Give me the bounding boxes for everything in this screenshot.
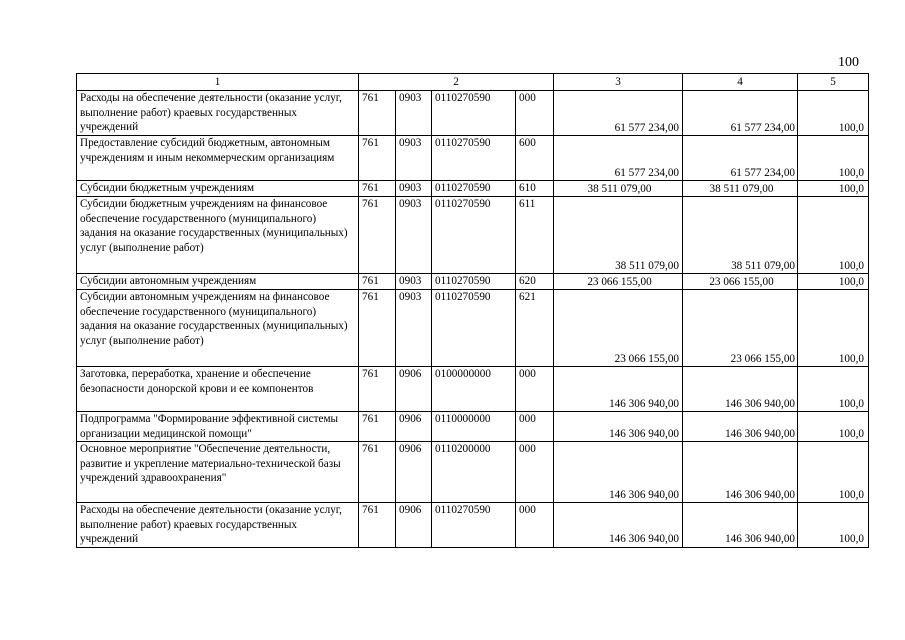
- row-admin-code: 761: [359, 197, 396, 274]
- row-section-code: 0903: [396, 136, 432, 181]
- row-section-code: 0903: [396, 91, 432, 136]
- row-name: Основное мероприятие "Обеспечение деятельности, развитие и укрепление материально-технической базы учреждений здравоохранения": [77, 442, 359, 503]
- row-approved-amount: 61 577 234,00: [554, 91, 683, 136]
- row-admin-code: 761: [359, 412, 396, 442]
- row-executed-amount: 146 306 940,00: [683, 367, 798, 412]
- row-target-code: 0100000000: [432, 367, 516, 412]
- row-executed-amount: 146 306 940,00: [683, 412, 798, 442]
- row-target-code: 0110270590: [432, 503, 516, 548]
- row-expense-type-code: 610: [516, 181, 554, 197]
- table-row: [77, 412, 869, 442]
- row-target-code: 0110200000: [432, 442, 516, 503]
- table-row: [77, 274, 869, 290]
- row-percent: 100,0: [798, 197, 869, 274]
- row-executed-amount: 146 306 940,00: [683, 503, 798, 548]
- row-target-code: 0110270590: [432, 274, 516, 290]
- row-section-code: 0903: [396, 290, 432, 367]
- row-approved-amount: 146 306 940,00: [554, 412, 683, 442]
- table-row: [77, 181, 869, 197]
- row-executed-amount: 38 511 079,00: [683, 197, 798, 274]
- header-cell-3: 3: [554, 74, 683, 91]
- row-expense-type-code: 000: [516, 91, 554, 136]
- row-section-code: 0903: [396, 181, 432, 197]
- row-percent: 100,0: [798, 442, 869, 503]
- row-percent: 100,0: [798, 412, 869, 442]
- row-approved-amount: 23 066 155,00: [554, 274, 683, 290]
- row-name: Субсидии автономным учреждениям на финансовое обеспечение государственного (муниципального) задания на оказание государственных (муниципальных) услуг (выполнение работ): [77, 290, 359, 367]
- row-expense-type-code: 620: [516, 274, 554, 290]
- row-expense-type-code: 000: [516, 442, 554, 503]
- table-header-row: [77, 74, 869, 91]
- header-cell-4: 4: [683, 74, 798, 91]
- row-name: Субсидии бюджетным учреждениям: [77, 181, 359, 197]
- row-target-code: 0110270590: [432, 91, 516, 136]
- row-approved-amount: 38 511 079,00: [554, 181, 683, 197]
- row-percent: 100,0: [798, 367, 869, 412]
- row-percent: 100,0: [798, 136, 869, 181]
- row-section-code: 0906: [396, 367, 432, 412]
- row-name: Подпрограмма "Формирование эффективной системы организации медицинской помощи": [77, 412, 359, 442]
- row-approved-amount: 146 306 940,00: [554, 367, 683, 412]
- row-section-code: 0903: [396, 274, 432, 290]
- row-executed-amount: 38 511 079,00: [683, 181, 798, 197]
- table-row: [77, 367, 869, 412]
- row-name: Расходы на обеспечение деятельности (оказание услуг, выполнение работ) краевых государственных учреждений: [77, 503, 359, 548]
- row-percent: 100,0: [798, 181, 869, 197]
- row-target-code: 0110270590: [432, 290, 516, 367]
- row-admin-code: 761: [359, 181, 396, 197]
- row-approved-amount: 38 511 079,00: [554, 197, 683, 274]
- table-row: [77, 503, 869, 548]
- row-admin-code: 761: [359, 503, 396, 548]
- row-section-code: 0906: [396, 442, 432, 503]
- row-percent: 100,0: [798, 290, 869, 367]
- row-executed-amount: 23 066 155,00: [683, 290, 798, 367]
- row-expense-type-code: 611: [516, 197, 554, 274]
- header-cell-2: 2: [359, 74, 554, 91]
- page-number: 100: [838, 55, 859, 70]
- row-approved-amount: 146 306 940,00: [554, 503, 683, 548]
- row-expense-type-code: 000: [516, 367, 554, 412]
- row-name: Заготовка, переработка, хранение и обеспечение безопасности донорской крови и ее компонентов: [77, 367, 359, 412]
- table-row: [77, 91, 869, 136]
- header-cell-5: 5: [798, 74, 869, 91]
- row-name: Субсидии автономным учреждениям: [77, 274, 359, 290]
- row-percent: 100,0: [798, 503, 869, 548]
- row-expense-type-code: 621: [516, 290, 554, 367]
- row-name: Расходы на обеспечение деятельности (оказание услуг, выполнение работ) краевых государственных учреждений: [77, 91, 359, 136]
- header-cell-1: 1: [77, 74, 359, 91]
- row-section-code: 0906: [396, 503, 432, 548]
- row-target-code: 0110270590: [432, 136, 516, 181]
- budget-table: [76, 73, 869, 548]
- row-admin-code: 761: [359, 442, 396, 503]
- row-admin-code: 761: [359, 290, 396, 367]
- table-row: [77, 290, 869, 367]
- row-approved-amount: 146 306 940,00: [554, 442, 683, 503]
- table-row: [77, 197, 869, 274]
- row-section-code: 0906: [396, 412, 432, 442]
- row-target-code: 0110000000: [432, 412, 516, 442]
- row-percent: 100,0: [798, 274, 869, 290]
- row-expense-type-code: 000: [516, 503, 554, 548]
- row-name: Предоставление субсидий бюджетным, автономным учреждениям и иным некоммерческим организациям: [77, 136, 359, 181]
- row-admin-code: 761: [359, 91, 396, 136]
- row-admin-code: 761: [359, 136, 396, 181]
- row-percent: 100,0: [798, 91, 869, 136]
- row-executed-amount: 61 577 234,00: [683, 91, 798, 136]
- row-expense-type-code: 600: [516, 136, 554, 181]
- table-row: [77, 136, 869, 181]
- row-target-code: 0110270590: [432, 181, 516, 197]
- row-approved-amount: 23 066 155,00: [554, 290, 683, 367]
- row-executed-amount: 23 066 155,00: [683, 274, 798, 290]
- row-section-code: 0903: [396, 197, 432, 274]
- row-name: Субсидии бюджетным учреждениям на финансовое обеспечение государственного (муниципального) задания на оказание государственных (муниципальных) услуг (выполнение работ): [77, 197, 359, 274]
- row-expense-type-code: 000: [516, 412, 554, 442]
- row-approved-amount: 61 577 234,00: [554, 136, 683, 181]
- row-admin-code: 761: [359, 274, 396, 290]
- table-row: [77, 442, 869, 503]
- row-admin-code: 761: [359, 367, 396, 412]
- row-target-code: 0110270590: [432, 197, 516, 274]
- row-executed-amount: 61 577 234,00: [683, 136, 798, 181]
- row-executed-amount: 146 306 940,00: [683, 442, 798, 503]
